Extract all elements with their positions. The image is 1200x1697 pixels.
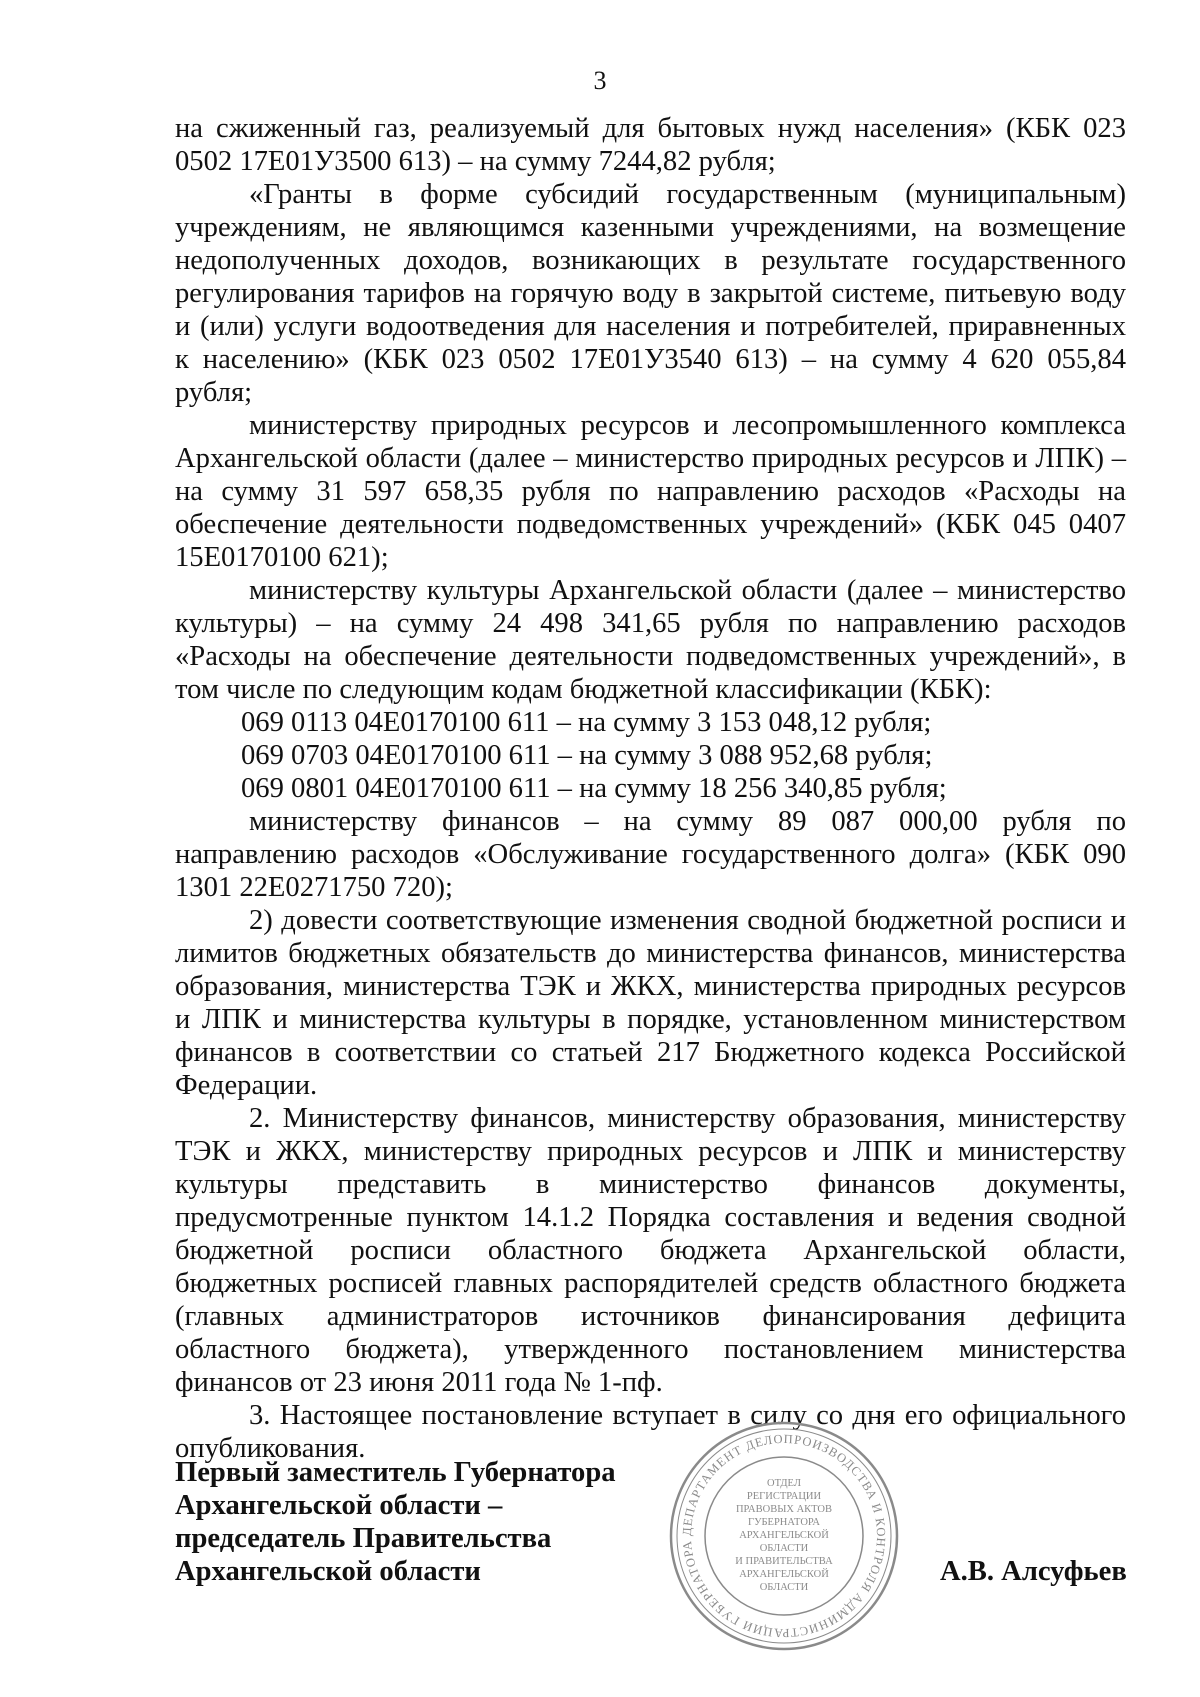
signatory-position-line: Архангельской области – <box>175 1490 503 1521</box>
paragraph-natural-resources: министерству природных ресурсов и лесопромышленного комплекса Архангельской области (далее – министерство природных ресурсов и ЛПК) – на сумму 31 597 658,35 рубля по направлению расходов «Расходы на обеспечение деятельности подведомственных учреждений» (КБК 045 0407 15Е0170100 621); <box>175 410 1126 573</box>
stamp-center-line: АРХАНГЕЛЬСКОЙ <box>739 1569 829 1580</box>
stamp-seal-icon <box>668 1420 900 1652</box>
budget-code-line: 069 0703 04Е0170100 611 – на сумму 3 088 952,68 рубля; <box>241 740 933 771</box>
signatory-position-line: Первый заместитель Губернатора <box>175 1457 616 1488</box>
signatory-position-line: председатель Правительства <box>175 1523 552 1554</box>
stamp-center-line: ПРАВОВЫХ АКТОВ <box>735 1504 833 1515</box>
stamp-center-line: ОБЛАСТИ <box>759 1582 809 1593</box>
paragraph-gas-subsidy: на сжиженный газ, реализуемый для бытовых нужд населения» (КБК 023 0502 17Е01У3500 613) – на сумму 7244,82 рубля; <box>175 113 1126 177</box>
stamp-center-line: ОТДЕЛ <box>767 1478 801 1489</box>
stamp-center-line: И ПРАВИТЕЛЬСТВА <box>735 1556 833 1567</box>
paragraph-culture: министерству культуры Архангельской области (далее – министерство культуры) – на сумму 24 498 341,65 рубля по направлению расходов «Расходы на обеспечение деятельности подведомственных учреждений», в том числе по следующим кодам бюджетной классификации (КБК): <box>175 575 1126 705</box>
budget-code-line: 069 0801 04Е0170100 611 – на сумму 18 256 340,85 рубля; <box>241 773 947 804</box>
paragraph-point-3: 3. Настоящее постановление вступает в силу со дня его официального опубликования. <box>175 1400 1126 1464</box>
paragraph-point-2: 2. Министерству финансов, министерству образования, министерству ТЭК и ЖКХ, министерству природных ресурсов и ЛПК и министерству культуры представить в министерство финансов документы, предусмотренные пунктом 14.1.2 Порядка составления и ведения сводной бюджетной росписи областного бюджета Архангельской области, бюджетных росписей главных распорядителей средств областного бюджета (главных администраторов источников финансирования дефицита областного бюджета), утвержденного постановлением министерства финансов от 23 июня 2011 года № 1-пф. <box>175 1103 1126 1398</box>
paragraph-point-2-subpoint: 2) довести соответствующие изменения сводной бюджетной росписи и лимитов бюджетных обязательств до министерства финансов, министерства образования, министерства ТЭК и ЖКХ, министерства природных ресурсов и ЛПК и министерства культуры в порядке, установленном министерством финансов в соответствии со статьей 217 Бюджетного кодекса Российской Федерации. <box>175 905 1126 1101</box>
stamp-center-line: РЕГИСТРАЦИИ <box>746 1491 822 1502</box>
official-stamp <box>668 1420 900 1652</box>
signatory-position-line: Архангельской области <box>175 1556 481 1587</box>
paragraph-grants: «Гранты в форме субсидий государственным (муниципальным) учреждениям, не являющимся казенными учреждениями, на возмещение недополученных доходов, возникающих в результате государственного регулирования тарифов на горячую воду в закрытой системе, питьевую воду и (или) услуги водоотведения для населения и потребителей, приравненных к населению» (КБК 023 0502 17Е01У3540 613) – на сумму 4 620 055,84 рубля; <box>175 179 1126 408</box>
stamp-center-line: ГУБЕРНАТОРА <box>748 1517 820 1528</box>
stamp-center-line: АРХАНГЕЛЬСКОЙ <box>739 1530 829 1541</box>
signatory-name: А.В. Алсуфьев <box>940 1556 1127 1587</box>
signatory-position <box>175 1456 615 1588</box>
stamp-ring-text: ДЕПАРТАМЕНТ ДЕЛОПРОИЗВОДСТВА И КОНТРОЛЯ АДМИНИСТРАЦИИ ГУБЕРНАТОРА <box>679 1431 889 1641</box>
paragraph-finance: министерству финансов – на сумму 89 087 000,00 рубля по направлению расходов «Обслуживание государственного долга» (КБК 090 1301 22Е0271750 720); <box>175 806 1126 903</box>
stamp-center-line: ОБЛАСТИ <box>759 1543 809 1554</box>
budget-code-line: 069 0113 04Е0170100 611 – на сумму 3 153 048,12 рубля; <box>241 707 932 738</box>
document-body <box>175 112 1126 1465</box>
page-number: 3 <box>593 66 607 95</box>
